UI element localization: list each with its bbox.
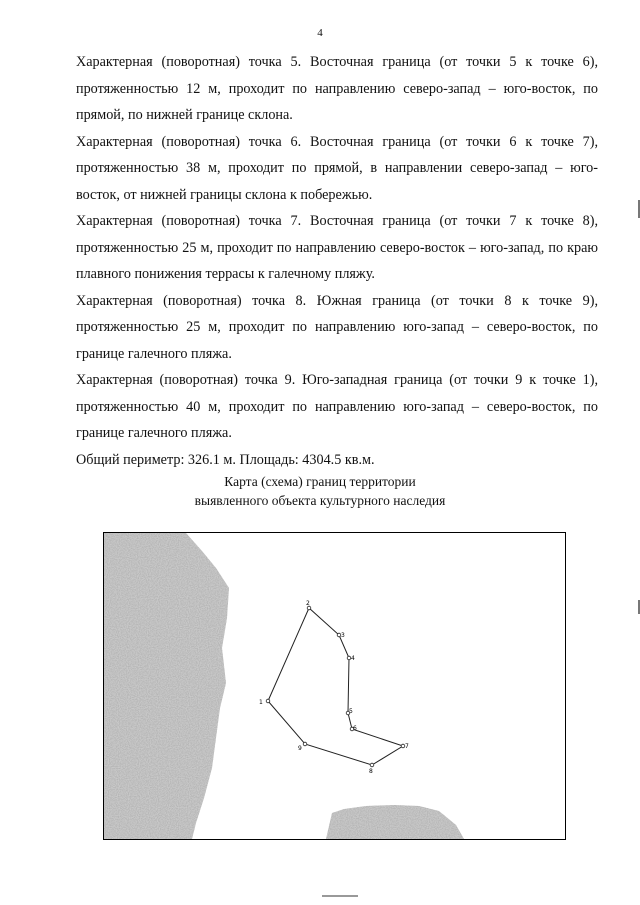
- terrain-area-left: [104, 533, 229, 839]
- text-line: восток, от нижней границы склона к побережью.: [76, 186, 373, 203]
- boundary-polygon: [268, 608, 403, 765]
- paragraph-summary: [76, 447, 598, 474]
- text-line: Характерная (поворотная) точка 7. Восточная граница (от точки 7 к точке 8),: [76, 213, 598, 229]
- map-svg: [104, 533, 565, 839]
- point-label-2: 2: [306, 600, 310, 607]
- paragraph-point-5: [76, 49, 598, 129]
- terrain-area-bottom: [326, 805, 464, 839]
- point-label-5: 5: [349, 708, 353, 715]
- document-body: [76, 49, 598, 473]
- point-label-1: 1: [259, 699, 263, 706]
- text-line: протяженностью 40 м, проходит по направлению юго-запад – северо-восток, по: [76, 398, 598, 415]
- text-line: прямой, по нижней границе склона.: [76, 107, 293, 123]
- scan-footer-mark: [322, 895, 358, 897]
- text-line: протяженностью 12 м, проходит по направлению северо-запад – юго-восток, по: [76, 80, 598, 97]
- text-line: Характерная (поворотная) точка 6. Восточная граница (от точки 6 к точке 7),: [76, 133, 598, 150]
- paragraph-point-9: [76, 367, 598, 447]
- text-line: протяженностью 38 м, проходит по прямой, в направлении северо-запад – юго-: [76, 160, 598, 176]
- boundary-point-1: [266, 699, 270, 703]
- text-line: краю плавного понижения террасы к галечному пляжу.: [76, 239, 598, 282]
- text-line: границе галечного пляжа.: [76, 345, 232, 362]
- point-label-8: 8: [369, 768, 373, 775]
- boundary-points: [266, 606, 405, 767]
- point-label-7: 7: [405, 743, 409, 750]
- map-title-line: Карта (схема) границ территории: [224, 474, 416, 489]
- map-title: [0, 472, 640, 510]
- text-line: протяженностью 25 м, проходит по направлению северо-восток – юго-запад, по: [76, 239, 564, 256]
- text-line: Характерная (поворотная) точка 5. Восточная граница (от точки 5 к точке 6),: [76, 54, 598, 70]
- paragraph-point-7: [76, 208, 598, 288]
- point-label-4: 4: [351, 655, 355, 662]
- text-line: границе галечного пляжа.: [76, 425, 232, 441]
- boundary-point-8: [370, 763, 374, 767]
- text-line: Характерная (поворотная) точка 8. Южная граница (от точки 8 к точке 9),: [76, 292, 598, 309]
- point-label-9: 9: [298, 745, 302, 752]
- paragraph-point-6: [76, 129, 598, 209]
- boundary-point-labels: [259, 600, 409, 775]
- text-line: Общий периметр: 326.1 м. Площадь: 4304.5 кв.м.: [76, 451, 375, 468]
- text-line: протяженностью 25 м, проходит по направлению юго-запад – северо-восток, по: [76, 319, 598, 335]
- point-label-3: 3: [341, 632, 345, 639]
- point-label-6: 6: [353, 725, 357, 732]
- text-line: Характерная (поворотная) точка 9. Юго-западная граница (от точки 9 к точке 1),: [76, 372, 598, 388]
- map-title-line: выявленного объекта культурного наследия: [194, 493, 446, 508]
- map-scheme: [103, 532, 566, 840]
- boundary-point-9: [303, 742, 307, 746]
- page-number: 4: [317, 27, 323, 39]
- paragraph-point-8: [76, 288, 598, 368]
